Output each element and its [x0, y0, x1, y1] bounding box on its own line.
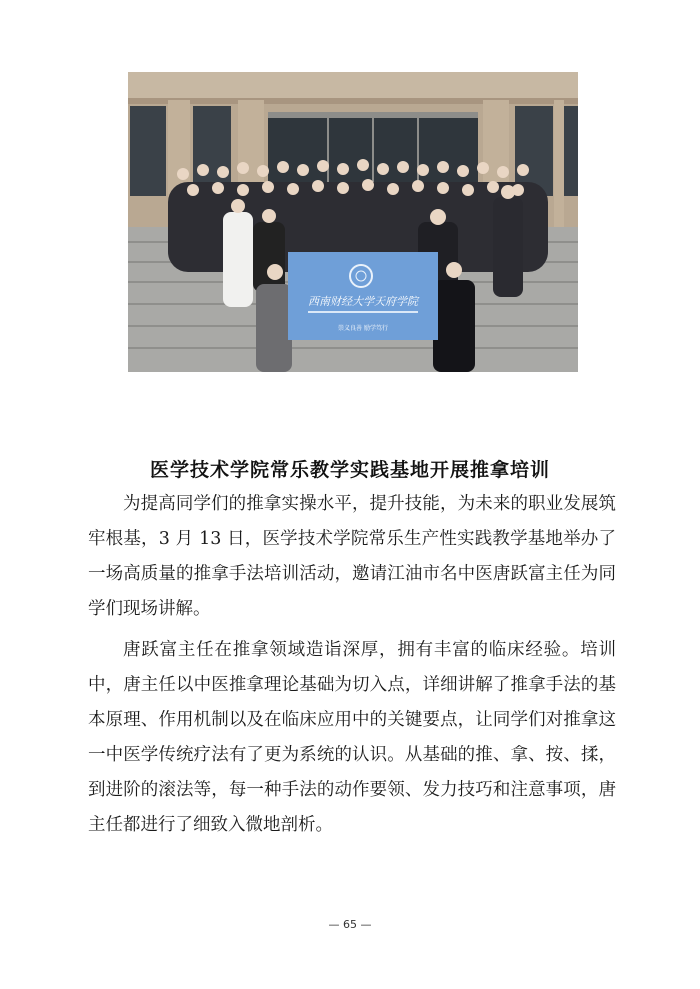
article-body	[88, 487, 616, 849]
article-paragraph-1: 为提高同学们的推拿实操水平，提升技能，为未来的职业发展筑牢根基，3 月 13 日，医学技术学院常乐生产性实践教学基地举办了一场高质量的推拿手法培训活动，邀请江油市名中医唐跃富主任为同学们现场讲解。	[88, 494, 616, 619]
article-paragraph-2: 唐跃富主任在推拿领域造诣深厚，拥有丰富的临床经验。培训中，唐主任以中医推拿理论基础为切入点，详细讲解了推拿手法的基本原理、作用机制以及在临床应用中的关键要点，让同学们对推拿这一中医学传统疗法有了更为系统的认识。从基础的推、拿、按、揉，到进阶的滚法等，每一种手法的动作要领、发力技巧和注意事项，唐主任都进行了细致入微地剖析。	[88, 640, 616, 835]
article-title: 医学技术学院常乐教学实践基地开展推拿培训	[149, 459, 550, 481]
group-photo	[128, 72, 578, 372]
page-number: — 65 —	[328, 918, 372, 931]
banner-motto: 崇义良善 励学笃行	[338, 325, 388, 332]
group-photo-illustration	[128, 72, 578, 372]
banner-title: 西南财经大学天府学院	[308, 295, 418, 308]
